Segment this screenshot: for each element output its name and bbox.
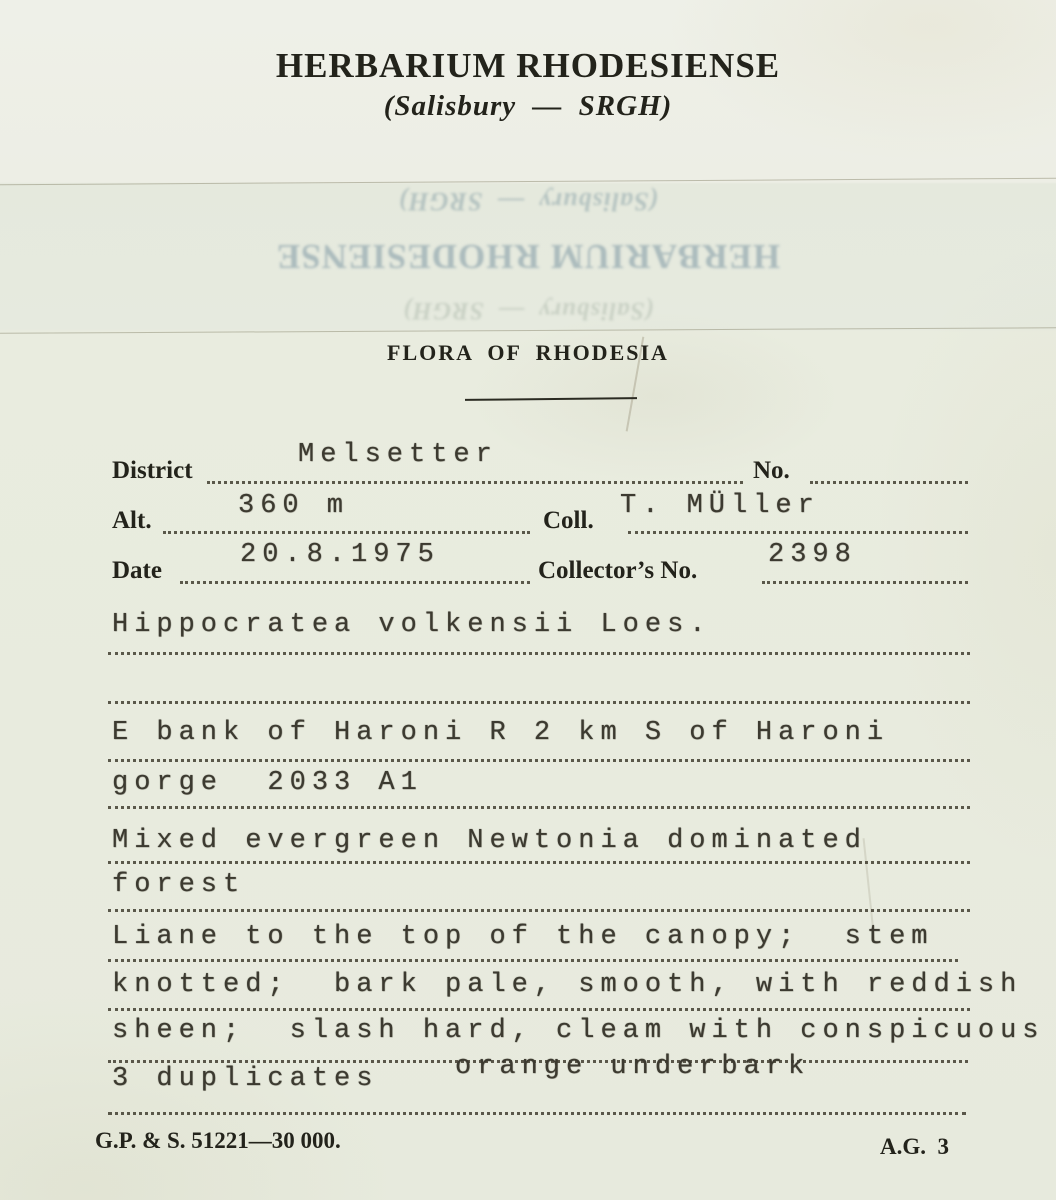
dotted-line bbox=[108, 909, 970, 912]
field-coll-value: T. MÜller bbox=[620, 491, 820, 521]
label-heading: FLORA OF RHODESIA bbox=[387, 340, 669, 365]
species-name: Hippocratea volkensii Loes. bbox=[112, 610, 712, 640]
habitat-line-2: forest bbox=[112, 870, 246, 900]
locality-line-2: gorge 2033 A1 bbox=[112, 768, 423, 798]
notes-line-3: sheen; slash hard, cleam with conspicuous bbox=[112, 1016, 1045, 1046]
page-title: HERBARIUM RHODESIENSE bbox=[275, 46, 781, 85]
ghost-title: HERBARIUM RHODESIENSE bbox=[275, 237, 781, 276]
field-alt-value: 360 m bbox=[238, 491, 350, 521]
field-collectors-no-label: Collector’s No. bbox=[538, 557, 698, 584]
bleedthrough-ghost-text bbox=[0, 186, 1056, 324]
dotted-line bbox=[108, 861, 970, 864]
field-collectors-no-value: 2398 bbox=[768, 540, 857, 570]
form-code: A.G. 3 bbox=[880, 1134, 949, 1159]
dotted-line bbox=[628, 531, 968, 534]
dotted-line bbox=[163, 531, 530, 534]
heading-rule bbox=[465, 397, 637, 401]
field-coll-label: Coll. bbox=[543, 507, 594, 534]
field-date-value: 20.8.1975 bbox=[240, 540, 440, 570]
dotted-line bbox=[207, 481, 743, 484]
dotted-line bbox=[108, 959, 958, 962]
dotted-line bbox=[108, 806, 970, 809]
dotted-line bbox=[180, 581, 530, 584]
field-district-label: District bbox=[112, 457, 193, 484]
dotted-line bbox=[108, 759, 970, 762]
duplicates-note: 3 duplicates bbox=[112, 1064, 379, 1094]
fold-line-bottom bbox=[0, 327, 1056, 334]
dotted-line bbox=[108, 1008, 970, 1011]
field-no-label: No. bbox=[753, 457, 790, 484]
dotted-line bbox=[810, 481, 968, 484]
dotted-line bbox=[762, 581, 968, 584]
notes-line-2: knotted; bark pale, smooth, with reddish bbox=[112, 970, 1023, 1000]
notes-line-4: orange underbark bbox=[455, 1052, 811, 1082]
ghost-subtitle-bottom: (Salisbury — SRGH) bbox=[402, 297, 654, 324]
dotted-line bbox=[108, 701, 970, 704]
print-order-code: G.P. & S. 51221—30 000. bbox=[95, 1128, 341, 1153]
dotted-line bbox=[108, 1112, 966, 1115]
fold-line-top bbox=[0, 178, 1056, 186]
page-subtitle: (Salisbury — SRGH) bbox=[383, 90, 673, 122]
ghost-subtitle-top: (Salisbury — SRGH) bbox=[397, 187, 659, 216]
field-district-value: Melsetter bbox=[298, 440, 498, 470]
dotted-line bbox=[108, 652, 970, 655]
locality-line-1: E bank of Haroni R 2 km S of Haroni bbox=[112, 718, 890, 748]
habitat-line-1: Mixed evergreen Newtonia dominated bbox=[112, 826, 867, 856]
notes-line-1: Liane to the top of the canopy; stem bbox=[112, 922, 934, 952]
field-alt-label: Alt. bbox=[112, 507, 152, 534]
field-date-label: Date bbox=[112, 557, 162, 584]
